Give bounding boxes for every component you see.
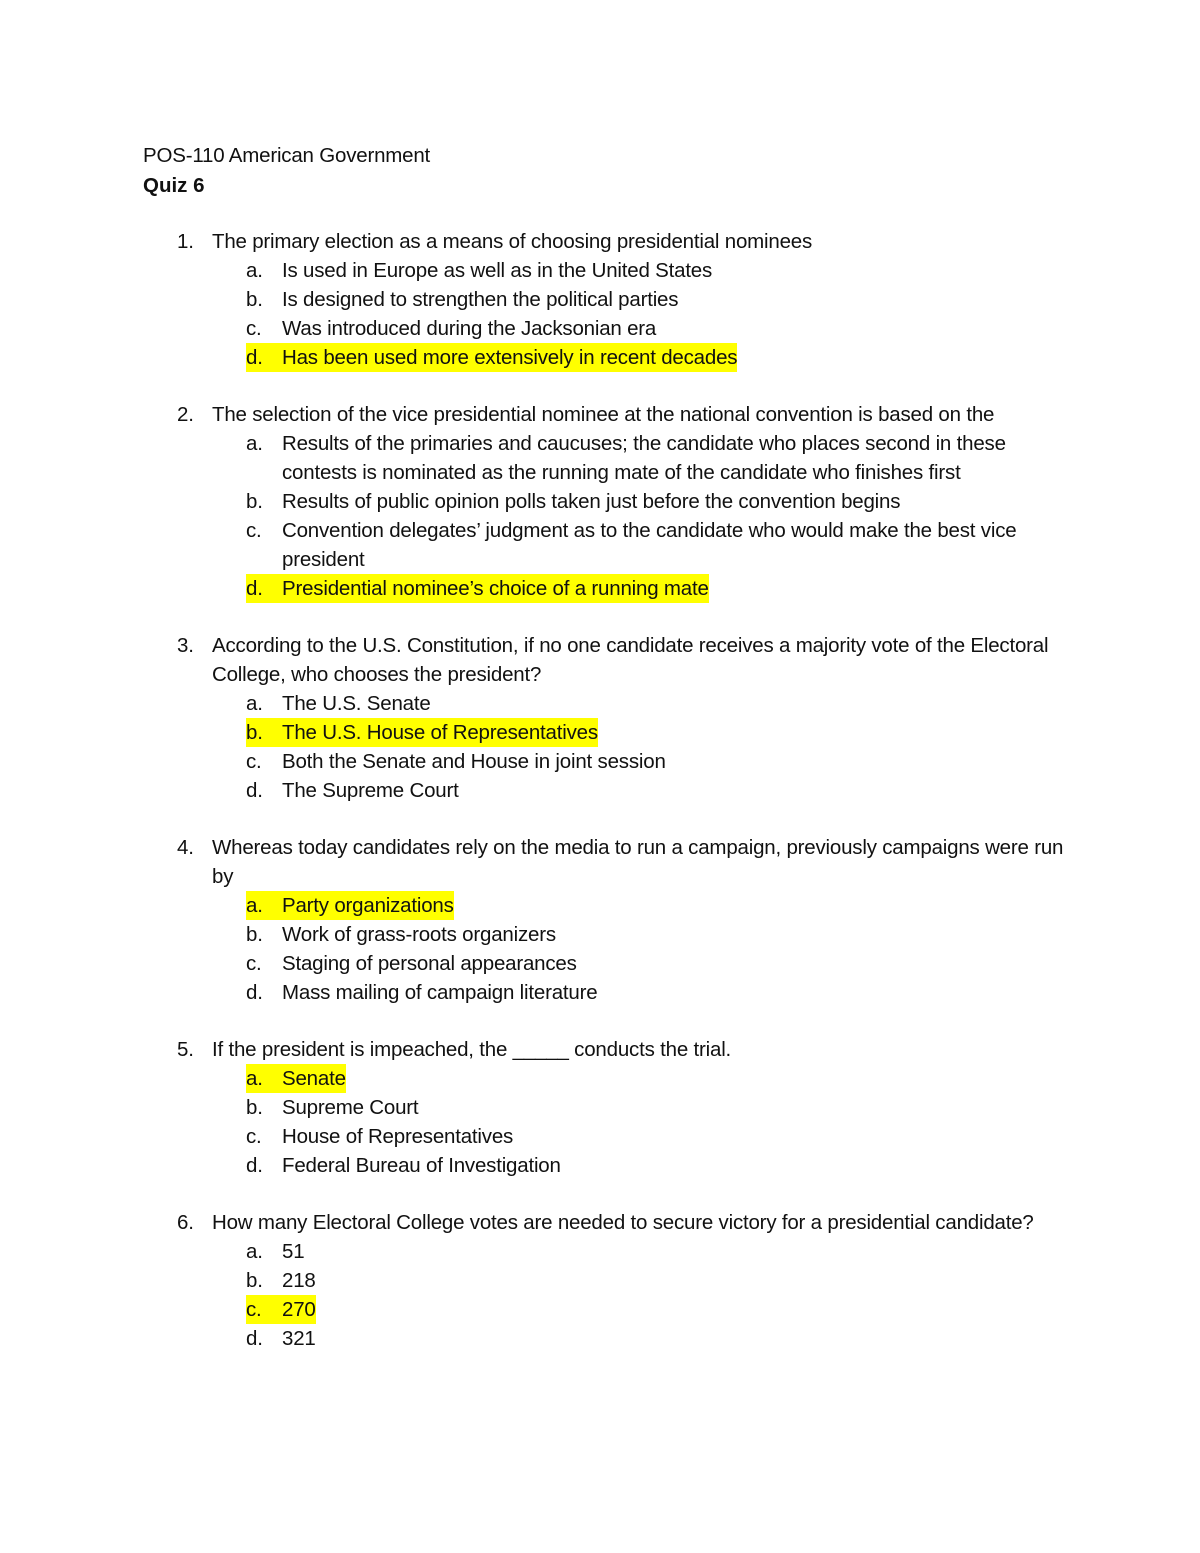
answer-options	[143, 256, 1083, 372]
option-text: Results of public opinion polls taken just before the convention begins	[282, 490, 901, 513]
option-letter: d.	[246, 779, 263, 802]
option-text: Convention delegates’ judgment as to the candidate who would make the best vice president	[282, 519, 1017, 571]
course-title: POS-110 American Government	[143, 144, 431, 167]
option-text: Staging of personal appearances	[282, 952, 577, 975]
question-row	[143, 631, 1083, 689]
question-item	[143, 227, 1083, 372]
question-item	[143, 631, 1083, 805]
answer-highlight	[246, 1064, 346, 1093]
answer-options	[143, 429, 1083, 603]
answer-highlight	[246, 343, 737, 372]
option-text: 321	[282, 1327, 316, 1350]
answer-body	[246, 747, 666, 776]
option-letter: c.	[246, 750, 262, 773]
option-text: Was introduced during the Jacksonian era	[282, 317, 657, 340]
document-content	[143, 141, 1083, 1381]
option-text: 218	[282, 1269, 316, 1292]
answer-option	[143, 1122, 1083, 1151]
answer-body	[246, 487, 900, 516]
answer-body	[246, 516, 1083, 574]
answer-body	[246, 285, 678, 314]
answer-body	[246, 1151, 561, 1180]
answer-body	[246, 978, 597, 1007]
option-letter: b.	[246, 1096, 263, 1119]
question-number: 4.	[177, 836, 194, 859]
option-letter: c.	[246, 952, 262, 975]
answer-option	[143, 1266, 1083, 1295]
question-row	[143, 1035, 1083, 1064]
option-letter: a.	[246, 1067, 263, 1090]
question-number: 2.	[177, 403, 194, 426]
option-letter: c.	[246, 519, 262, 542]
answer-body	[246, 949, 577, 978]
answer-option	[143, 429, 1083, 487]
option-text: 51	[282, 1240, 305, 1263]
answer-option	[143, 747, 1083, 776]
option-letter: c.	[246, 1125, 262, 1148]
answer-options	[143, 891, 1083, 1007]
option-letter: b.	[246, 1269, 263, 1292]
question-text: The primary election as a means of choosing presidential nominees	[212, 230, 813, 253]
option-text: Federal Bureau of Investigation	[282, 1154, 561, 1177]
answer-option	[143, 256, 1083, 285]
option-letter: d.	[246, 577, 263, 600]
answer-body	[246, 1324, 316, 1353]
answer-option	[143, 487, 1083, 516]
option-letter: a.	[246, 894, 263, 917]
question-list	[143, 227, 1083, 1353]
answer-option-correct	[143, 891, 1083, 920]
question-text: According to the U.S. Constitution, if no one candidate receives a majority vote of the Electoral College, who chooses the president?	[212, 634, 1049, 686]
answer-option	[143, 949, 1083, 978]
option-text: Both the Senate and House in joint session	[282, 750, 666, 773]
answer-option	[143, 689, 1083, 718]
answer-option-correct	[143, 1064, 1083, 1093]
question-number: 6.	[177, 1211, 194, 1234]
option-text: Results of the primaries and caucuses; the candidate who places second in these contests is nominated as the running mate of the candidate who finishes first	[282, 432, 1006, 484]
option-text: Presidential nominee’s choice of a running mate	[282, 577, 709, 600]
answer-option-correct	[143, 574, 1083, 603]
question-item	[143, 833, 1083, 1007]
answer-option-correct	[143, 343, 1083, 372]
option-letter: b.	[246, 490, 263, 513]
answer-body	[246, 689, 431, 718]
option-letter: b.	[246, 721, 263, 744]
option-text: Has been used more extensively in recent decades	[282, 346, 738, 369]
question-number: 3.	[177, 634, 194, 657]
option-text: Party organizations	[282, 894, 454, 917]
answer-body	[246, 429, 1083, 487]
option-text: Senate	[282, 1067, 346, 1090]
answer-option	[143, 285, 1083, 314]
option-letter: a.	[246, 432, 263, 455]
question-item	[143, 1035, 1083, 1180]
quiz-title: Quiz 6	[143, 174, 205, 197]
option-text: Supreme Court	[282, 1096, 419, 1119]
option-text: Is designed to strengthen the political parties	[282, 288, 679, 311]
option-letter: d.	[246, 1327, 263, 1350]
question-row	[143, 833, 1083, 891]
option-text: Mass mailing of campaign literature	[282, 981, 598, 1004]
answer-highlight	[246, 891, 454, 920]
answer-highlight	[246, 1295, 316, 1324]
question-text: How many Electoral College votes are needed to secure victory for a presidential candidate?	[212, 1211, 1034, 1234]
option-letter: a.	[246, 1240, 263, 1263]
answer-highlight	[246, 718, 598, 747]
option-text: The U.S. Senate	[282, 692, 431, 715]
answer-options	[143, 689, 1083, 805]
option-letter: b.	[246, 288, 263, 311]
answer-options	[143, 1064, 1083, 1180]
answer-body	[246, 1237, 304, 1266]
question-row	[143, 400, 1083, 429]
answer-option	[143, 1237, 1083, 1266]
option-text: The Supreme Court	[282, 779, 459, 802]
option-letter: a.	[246, 259, 263, 282]
question-text: If the president is impeached, the _____ conducts the trial.	[212, 1038, 732, 1061]
option-letter: a.	[246, 692, 263, 715]
question-number: 1.	[177, 230, 194, 253]
answer-body	[246, 1122, 513, 1151]
answer-body	[246, 314, 656, 343]
option-letter: c.	[246, 317, 262, 340]
answer-body	[246, 920, 556, 949]
question-item	[143, 400, 1083, 603]
question-text: Whereas today candidates rely on the media to run a campaign, previously campaigns were run by	[212, 836, 1064, 888]
option-text: 270	[282, 1298, 316, 1321]
question-item	[143, 1208, 1083, 1353]
answer-option	[143, 920, 1083, 949]
answer-options	[143, 1237, 1083, 1353]
question-text: The selection of the vice presidential nominee at the national convention is based on the	[212, 403, 995, 426]
answer-option	[143, 314, 1083, 343]
answer-option	[143, 978, 1083, 1007]
answer-body	[246, 256, 712, 285]
option-text: House of Representatives	[282, 1125, 514, 1148]
option-letter: d.	[246, 1154, 263, 1177]
option-letter: b.	[246, 923, 263, 946]
answer-option-correct	[143, 718, 1083, 747]
option-text: Is used in Europe as well as in the United States	[282, 259, 713, 282]
answer-option	[143, 776, 1083, 805]
question-row	[143, 1208, 1083, 1237]
answer-option	[143, 1093, 1083, 1122]
option-letter: c.	[246, 1298, 262, 1321]
option-text: The U.S. House of Representatives	[282, 721, 598, 744]
option-text: Work of grass-roots organizers	[282, 923, 556, 946]
answer-option	[143, 516, 1083, 574]
option-letter: d.	[246, 346, 263, 369]
answer-body	[246, 776, 459, 805]
answer-option-correct	[143, 1295, 1083, 1324]
answer-option	[143, 1324, 1083, 1353]
answer-body	[246, 1093, 418, 1122]
answer-highlight	[246, 574, 709, 603]
question-row	[143, 227, 1083, 256]
answer-option	[143, 1151, 1083, 1180]
question-number: 5.	[177, 1038, 194, 1061]
answer-body	[246, 1266, 316, 1295]
option-letter: d.	[246, 981, 263, 1004]
